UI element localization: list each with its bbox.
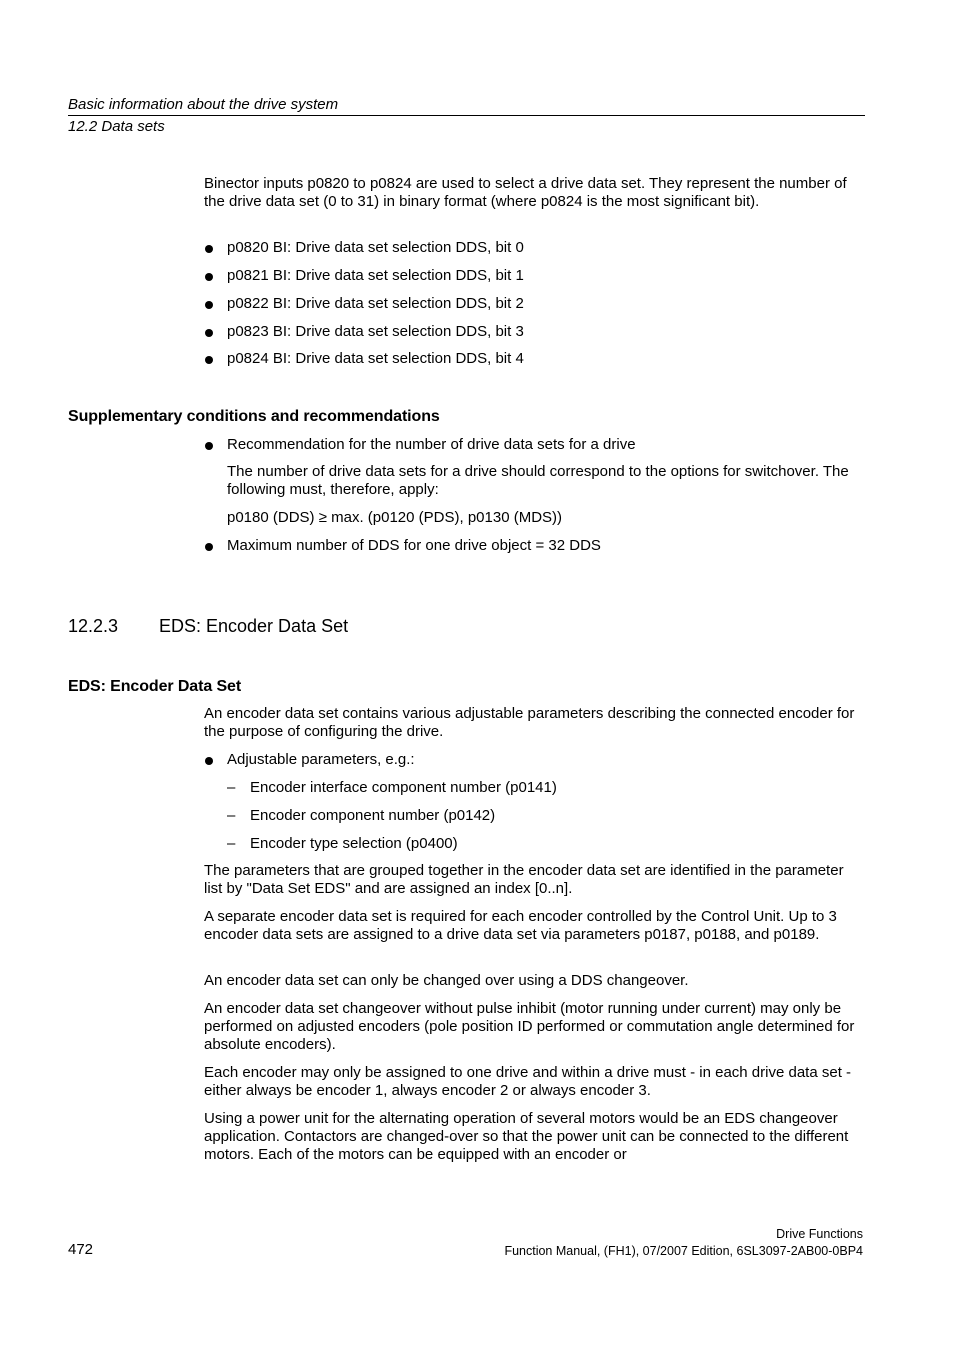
header-rule [68,115,865,116]
eds-paragraph-6: Each encoder may only be assigned to one drive and within a drive must - in each drive data set - either always be encoder 1, always encoder 2 or always encoder 3. [204,1064,852,1099]
footer-manual: Function Manual, (FH1), 07/2007 Edition, 6SL3097-2AB00-0BP4 [504,1244,863,1258]
page-number: 472 [68,1241,94,1258]
dash-marker: – [227,835,236,852]
supplementary-heading-text: Supplementary conditions and recommendations [68,408,440,425]
eds-heading-text: EDS: Encoder Data Set [68,678,242,695]
bullet-text: p0824 BI: Drive data set selection DDS, bit 4 [227,350,524,367]
intro-paragraph: Binector inputs p0820 to p0824 are used to select a drive data set. They represent the number of the drive data set (0 to 31) in binary format (where p0824 is the most significant bit). [204,175,847,210]
dash-text: Encoder component number (p0142) [250,807,496,824]
bullet-text: Maximum number of DDS for one drive object = 32 DDS [227,537,601,554]
bullet-text: Recommendation for the number of drive data sets for a drive [227,436,636,453]
bullet-text: p0823 BI: Drive data set selection DDS, bit 3 [227,323,524,340]
running-header [68,95,865,137]
supplementary-formula: p0180 (DDS) ≥ max. (p0120 (PDS), p0130 (MDS)) [227,509,563,526]
header-chapter: Basic information about the drive system [68,96,339,113]
eds-paragraph-5: An encoder data set changeover without pulse inhibit (motor running under current) may only be performed on adjusted encoders (pole position ID performed or commutation angle determined for absolute encoders). [204,1000,855,1053]
header-section: 12.2 Data sets [68,118,165,135]
bullet-text: p0822 BI: Drive data set selection DDS, bit 2 [227,295,524,312]
eds-heading [68,678,241,696]
footer-info [504,1226,863,1260]
eds-paragraph-1: An encoder data set contains various adjustable parameters describing the connected encoder for the purpose of configuring the drive. [204,705,855,740]
bullet-text: Adjustable parameters, e.g.: [227,751,415,768]
section-number: 12.2.3 [68,616,119,636]
dash-marker: – [227,807,236,824]
bullet-text: p0820 BI: Drive data set selection DDS, bit 0 [227,239,524,256]
eds-paragraph-7: Using a power unit for the alternating operation of several motors would be an EDS changeover application. Contactors are changed-over so that the power unit can be connected to the different motors. Each of the motors can be equipped with an encoder or [204,1110,849,1163]
dash-marker: – [227,779,236,796]
eds-paragraph-2: The parameters that are grouped together in the encoder data set are identified in the parameter list by "Data Set EDS" and are assigned an index [0..n]. [204,862,844,897]
eds-paragraph-4: An encoder data set can only be changed over using a DDS changeover. [204,972,689,989]
eds-paragraph-3: A separate encoder data set is required for each encoder controlled by the Control Unit. Up to 3 encoder data sets are assigned to a drive data set via parameters p0187, p0188, and p0189. [204,908,837,943]
section-title: EDS: Encoder Data Set [159,616,349,636]
bullet-text: p0821 BI: Drive data set selection DDS, bit 1 [227,267,524,284]
dash-text: Encoder interface component number (p0141) [250,779,557,796]
footer-title: Drive Functions [776,1227,863,1241]
dash-text: Encoder type selection (p0400) [250,835,458,852]
supplementary-bullet-1-text: The number of drive data sets for a drive should correspond to the options for switchover. The following must, therefore, apply: [227,463,849,498]
supplementary-heading [68,408,440,426]
